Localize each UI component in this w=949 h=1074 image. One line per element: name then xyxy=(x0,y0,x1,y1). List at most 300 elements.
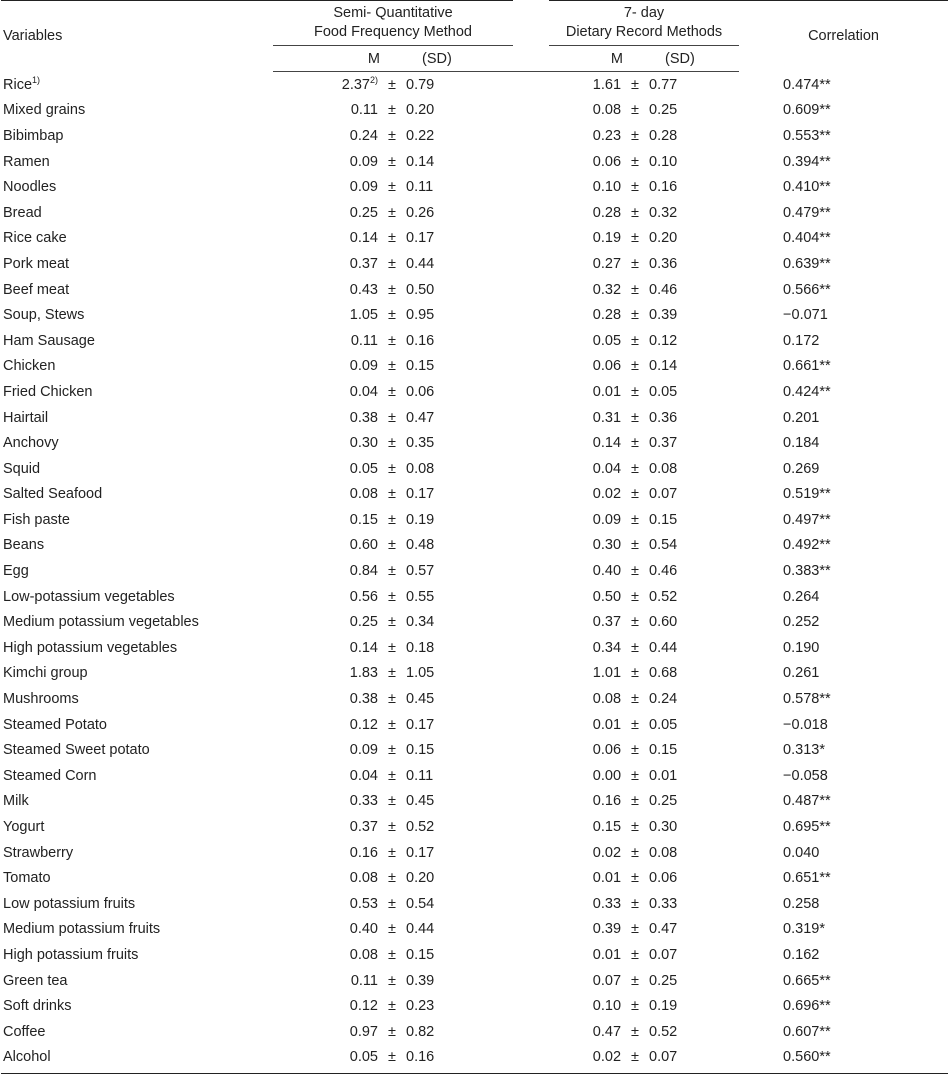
dr-plus-minus: ± xyxy=(631,588,639,605)
ffq-mean: 0.04 xyxy=(349,383,378,400)
ffq-mean: 0.08 xyxy=(349,946,378,963)
variable-name: Yogurt xyxy=(3,819,45,836)
ffq-mean: 0.38 xyxy=(349,409,378,426)
table-row xyxy=(1,302,948,328)
ffq-mean: 0.37 xyxy=(349,819,378,836)
dr-mean: 0.33 xyxy=(592,895,622,912)
dr-sd: 0.05 xyxy=(649,716,678,733)
dr-plus-minus: ± xyxy=(631,716,639,733)
variable-name: Ramen xyxy=(3,153,50,170)
dr-mean: 0.04 xyxy=(592,460,622,477)
ffq-mean: 0.11 xyxy=(350,972,378,989)
dr-mean: 0.15 xyxy=(592,819,622,836)
table-row xyxy=(1,712,948,738)
ffq-plus-minus: ± xyxy=(388,1049,396,1066)
dr-mean: 0.39 xyxy=(592,921,622,938)
ffq-sd: 0.52 xyxy=(406,819,435,836)
ffq-plus-minus: ± xyxy=(388,383,396,400)
dr-plus-minus: ± xyxy=(631,972,639,989)
correlation-value: −0.058 xyxy=(783,767,828,784)
ffq-plus-minus: ± xyxy=(388,921,396,938)
dr-mean: 0.37 xyxy=(592,614,622,631)
table-body xyxy=(1,72,948,1071)
dr-plus-minus: ± xyxy=(631,998,639,1015)
ffq-mean: 0.11 xyxy=(350,332,378,349)
dr-plus-minus: ± xyxy=(631,921,639,938)
dr-plus-minus: ± xyxy=(631,332,639,349)
variable-name: Anchovy xyxy=(3,435,59,452)
table-row xyxy=(1,891,948,917)
ffq-mean: 0.56 xyxy=(349,588,378,605)
variable-name: Steamed Corn xyxy=(3,767,97,784)
dr-mean: 0.50 xyxy=(592,588,622,605)
dr-sd-header: (SD) xyxy=(647,46,739,72)
dr-plus-minus: ± xyxy=(631,870,639,887)
table-row xyxy=(1,661,948,687)
ffq-plus-minus: ± xyxy=(388,844,396,861)
dr-plus-minus: ± xyxy=(631,767,639,784)
dr-mean: 0.34 xyxy=(592,639,622,656)
dr-mean: 0.28 xyxy=(592,204,622,221)
ffq-mean: 0.40 xyxy=(349,921,378,938)
dr-plus-minus: ± xyxy=(631,1023,639,1040)
table-row xyxy=(1,737,948,763)
ffq-mean: 0.37 xyxy=(349,255,378,272)
correlation-value: 0.410** xyxy=(783,179,831,196)
variable-name: Mixed grains xyxy=(3,102,86,119)
correlation-value: 0.519** xyxy=(783,486,831,503)
ffq-sd: 0.17 xyxy=(406,230,435,247)
ffq-plus-minus: ± xyxy=(388,76,396,93)
dr-plus-minus: ± xyxy=(631,1049,639,1066)
variable-name: Strawberry xyxy=(3,844,74,861)
correlation-value: 0.560** xyxy=(783,1049,831,1066)
correlation-value: 0.394** xyxy=(783,153,831,170)
ffq-sd: 0.17 xyxy=(406,716,435,733)
dr-mean: 0.47 xyxy=(592,1023,622,1040)
ffq-plus-minus: ± xyxy=(388,972,396,989)
ffq-plus-minus: ± xyxy=(388,255,396,272)
dr-mean: 0.10 xyxy=(592,179,622,196)
table-row xyxy=(1,174,948,200)
dr-sd: 0.12 xyxy=(649,332,678,349)
correlation-value: 0.269 xyxy=(783,460,820,477)
ffq-sd: 0.48 xyxy=(406,537,435,554)
header-row-1 xyxy=(1,1,948,46)
variable-name: Ham Sausage xyxy=(3,332,95,349)
correlation-value: 0.172 xyxy=(783,332,820,349)
dr-plus-minus: ± xyxy=(631,639,639,656)
sqffm-header-line2: Food Frequency Method xyxy=(314,24,472,40)
dr-sd: 0.52 xyxy=(649,588,678,605)
dr-sd: 0.32 xyxy=(649,204,678,221)
correlation-value: 0.264 xyxy=(783,588,820,605)
variable-name: Hairtail xyxy=(3,409,49,426)
correlation-value: 0.313* xyxy=(783,742,825,759)
ffq-mean: 0.43 xyxy=(349,281,378,298)
correlation-value: 0.479** xyxy=(783,204,831,221)
ffq-sd: 0.23 xyxy=(406,998,435,1015)
dr-plus-minus: ± xyxy=(631,563,639,580)
ffq-mean: 0.97 xyxy=(349,1023,378,1040)
dr-plus-minus: ± xyxy=(631,127,639,144)
correlation-value: 0.201 xyxy=(783,409,820,426)
variable-name: Medium potassium vegetables xyxy=(3,614,199,631)
variable-name: Mushrooms xyxy=(3,691,79,708)
table-row xyxy=(1,609,948,635)
dr-mean: 0.07 xyxy=(592,972,622,989)
ffq-sd: 0.20 xyxy=(406,870,435,887)
table-row xyxy=(1,840,948,866)
ffq-plus-minus: ± xyxy=(388,179,396,196)
ffq-sd: 0.26 xyxy=(406,204,435,221)
ffq-plus-minus: ± xyxy=(388,307,396,324)
ffq-mean: 0.12 xyxy=(349,998,378,1015)
ffq-sd: 0.57 xyxy=(406,563,435,580)
dr-sd: 0.30 xyxy=(649,819,678,836)
ffq-sd: 0.44 xyxy=(406,255,435,272)
dr-sd: 0.54 xyxy=(649,537,678,554)
ffq-plus-minus: ± xyxy=(388,435,396,452)
table-row xyxy=(1,456,948,482)
ffq-sd: 0.55 xyxy=(406,588,435,605)
dr-mean: 0.09 xyxy=(592,511,622,528)
ffq-sd: 0.14 xyxy=(406,153,435,170)
table-row xyxy=(1,865,948,891)
ffq-mean: 0.04 xyxy=(349,767,378,784)
dr-sd: 0.08 xyxy=(649,460,678,477)
correlation-value: 0.258 xyxy=(783,895,820,912)
table-row xyxy=(1,942,948,968)
correlation-value: 0.474** xyxy=(783,76,831,93)
table-row xyxy=(1,354,948,380)
dr-sd: 0.10 xyxy=(649,153,678,170)
ffq-plus-minus: ± xyxy=(388,716,396,733)
dr-sd: 0.15 xyxy=(649,511,678,528)
table-row xyxy=(1,507,948,533)
ffq-mean: 0.24 xyxy=(349,127,378,144)
variable-name: Beans xyxy=(3,537,45,554)
dietary-record-header-line2: Dietary Record Methods xyxy=(565,24,723,40)
table-bottom-rule xyxy=(1,1070,948,1074)
ffq-mean: 0.11 xyxy=(350,102,378,119)
correlation-value: 0.404** xyxy=(783,230,831,247)
table-row xyxy=(1,226,948,252)
ffq-plus-minus: ± xyxy=(388,281,396,298)
ffq-mean: 0.12 xyxy=(349,716,378,733)
sqffm-sd-header: (SD) xyxy=(404,46,531,72)
table-row xyxy=(1,379,948,405)
ffq-plus-minus: ± xyxy=(388,563,396,580)
variable-name: Pork meat xyxy=(3,255,70,272)
dr-sd: 0.36 xyxy=(649,409,678,426)
dr-mean: 0.23 xyxy=(592,127,622,144)
ffq-plus-minus: ± xyxy=(388,537,396,554)
dr-sd: 0.44 xyxy=(649,639,678,656)
footnote-marker: 1) xyxy=(32,74,41,85)
variable-name: Soup, Stews xyxy=(3,307,85,324)
dr-plus-minus: ± xyxy=(631,691,639,708)
ffq-mean: 0.05 xyxy=(349,460,378,477)
dr-sd: 0.08 xyxy=(649,844,678,861)
variable-name: Alcohol xyxy=(3,1049,51,1066)
ffq-mean: 0.15 xyxy=(349,511,378,528)
dr-mean: 0.06 xyxy=(592,153,622,170)
correlation-value: −0.018 xyxy=(783,716,828,733)
table-row xyxy=(1,763,948,789)
dr-mean: 0.01 xyxy=(592,716,622,733)
ffq-plus-minus: ± xyxy=(388,691,396,708)
dr-plus-minus: ± xyxy=(631,819,639,836)
dr-plus-minus: ± xyxy=(631,742,639,759)
ffq-plus-minus: ± xyxy=(388,588,396,605)
dr-plus-minus: ± xyxy=(631,358,639,375)
dr-plus-minus: ± xyxy=(631,409,639,426)
dr-mean: 0.19 xyxy=(592,230,622,247)
ffq-mean: 0.09 xyxy=(349,358,378,375)
ffq-plus-minus: ± xyxy=(388,102,396,119)
dr-mean: 0.01 xyxy=(592,946,622,963)
variable-name: Rice$^{1)}$ xyxy=(3,74,41,93)
dr-sd: 0.25 xyxy=(649,972,678,989)
ffq-mean: 0.16 xyxy=(349,844,378,861)
ffq-sd: 0.45 xyxy=(406,793,435,810)
ffq-plus-minus: ± xyxy=(388,870,396,887)
dr-mean: 0.01 xyxy=(592,383,622,400)
sqffm-pm-spacer xyxy=(380,46,404,72)
dr-sd: 0.07 xyxy=(649,946,678,963)
correlation-value: 0.553** xyxy=(783,127,831,144)
variable-name: Medium potassium fruits xyxy=(3,921,161,938)
dr-plus-minus: ± xyxy=(631,255,639,272)
correlation-value: 0.661** xyxy=(783,358,831,375)
variable-name: Squid xyxy=(3,460,41,477)
ffq-sd: 0.35 xyxy=(406,435,435,452)
ffq-plus-minus: ± xyxy=(388,742,396,759)
dr-mean: 0.02 xyxy=(592,486,622,503)
ffq-mean: 0.08 xyxy=(349,486,378,503)
dr-mean: 1.01 xyxy=(592,665,622,682)
dr-plus-minus: ± xyxy=(631,537,639,554)
dr-sd: 0.06 xyxy=(649,870,678,887)
variables-header: Variables xyxy=(3,27,63,44)
dr-mean: 0.31 xyxy=(592,409,622,426)
correlation-value: 0.252 xyxy=(783,614,820,631)
ffq-mean: 0.60 xyxy=(349,537,378,554)
ffq-sd: 0.50 xyxy=(406,281,435,298)
ffq-mean: 0.84 xyxy=(349,563,378,580)
ffq-plus-minus: ± xyxy=(388,358,396,375)
variable-name: Rice cake xyxy=(3,230,67,247)
correlation-value: 0.040 xyxy=(783,844,820,861)
table-row xyxy=(1,814,948,840)
dr-mean: 0.28 xyxy=(592,307,622,324)
dr-mean: 0.05 xyxy=(592,332,622,349)
dr-pm-spacer xyxy=(623,46,647,72)
dr-mean: 0.30 xyxy=(592,537,622,554)
table-row xyxy=(1,789,948,815)
dr-sd: 0.46 xyxy=(649,281,678,298)
dr-sd: 0.16 xyxy=(649,179,678,196)
ffq-sd: 0.11 xyxy=(406,179,434,196)
ffq-mean: 0.14 xyxy=(349,230,378,247)
dr-mean: 0.40 xyxy=(592,563,622,580)
correlation-value: 0.487** xyxy=(783,793,831,810)
dr-sd: 0.07 xyxy=(649,486,678,503)
ffq-sd: 0.16 xyxy=(406,1049,435,1066)
dr-plus-minus: ± xyxy=(631,895,639,912)
comparison-table xyxy=(1,0,948,1070)
dr-plus-minus: ± xyxy=(631,665,639,682)
dr-plus-minus: ± xyxy=(631,383,639,400)
ffq-mean: 0.09 xyxy=(349,153,378,170)
ffq-sd: 0.39 xyxy=(406,972,435,989)
dr-sd: 0.19 xyxy=(649,998,678,1015)
variable-name: Chicken xyxy=(3,358,56,375)
ffq-sd: 0.18 xyxy=(406,639,435,656)
ffq-mean: 2.37$^{2)}$ xyxy=(341,74,378,93)
ffq-mean: 0.33 xyxy=(349,793,378,810)
variable-name: Steamed Potato xyxy=(3,716,107,733)
ffq-sd: 0.08 xyxy=(406,460,435,477)
dr-sd: 0.60 xyxy=(649,614,678,631)
ffq-sd: 1.05 xyxy=(406,665,435,682)
dr-mean: 0.10 xyxy=(592,998,622,1015)
ffq-plus-minus: ± xyxy=(388,946,396,963)
table-row xyxy=(1,98,948,124)
ffq-sd: 0.79 xyxy=(406,76,435,93)
ffq-mean: 0.14 xyxy=(349,639,378,656)
sqffm-header xyxy=(273,1,531,46)
correlation-value: 0.609** xyxy=(783,102,831,119)
variable-name: Fish paste xyxy=(3,511,70,528)
dr-mean: 0.08 xyxy=(592,102,622,119)
correlation-value: 0.162 xyxy=(783,946,820,963)
dr-sd: 0.39 xyxy=(649,307,678,324)
ffq-plus-minus: ± xyxy=(388,614,396,631)
ffq-sd: 0.44 xyxy=(406,921,435,938)
variable-name: Tomato xyxy=(3,870,51,887)
dr-sd: 0.52 xyxy=(649,1023,678,1040)
dr-sd: 0.68 xyxy=(649,665,678,682)
table-row xyxy=(1,558,948,584)
dr-mean: 0.32 xyxy=(592,281,622,298)
dr-m-header: M xyxy=(531,46,623,72)
ffq-plus-minus: ± xyxy=(388,409,396,426)
correlation-value: 0.665** xyxy=(783,972,831,989)
variable-name: High potassium fruits xyxy=(3,946,139,963)
table-row xyxy=(1,533,948,559)
dr-sd: 0.36 xyxy=(649,255,678,272)
dietary-record-header xyxy=(531,1,739,46)
ffq-mean: 0.05 xyxy=(349,1049,378,1066)
ffq-mean: 0.38 xyxy=(349,691,378,708)
dr-sd: 0.28 xyxy=(649,127,678,144)
ffq-mean: 0.09 xyxy=(349,179,378,196)
variable-name: Kimchi group xyxy=(3,665,88,682)
variable-name: Milk xyxy=(3,793,29,810)
ffq-sd: 0.82 xyxy=(406,1023,435,1040)
variable-name: Egg xyxy=(3,563,29,580)
correlation-value: 0.319* xyxy=(783,921,825,938)
dr-plus-minus: ± xyxy=(631,76,639,93)
table-row xyxy=(1,686,948,712)
correlation-value: 0.578** xyxy=(783,691,831,708)
ffq-mean: 1.83 xyxy=(349,665,378,682)
variable-name: Bread xyxy=(3,204,42,221)
dr-plus-minus: ± xyxy=(631,793,639,810)
variable-name: Bibimbap xyxy=(3,127,64,144)
dr-plus-minus: ± xyxy=(631,844,639,861)
table-row xyxy=(1,200,948,226)
variable-name: Low-potassium vegetables xyxy=(3,588,175,605)
correlation-value: 0.261 xyxy=(783,665,820,682)
dr-sd: 0.24 xyxy=(649,691,678,708)
dr-sd: 0.15 xyxy=(649,742,678,759)
dr-plus-minus: ± xyxy=(631,435,639,452)
dr-plus-minus: ± xyxy=(631,281,639,298)
correlation-value: 0.566** xyxy=(783,281,831,298)
variable-name: Steamed Sweet potato xyxy=(3,742,150,759)
dr-mean: 0.01 xyxy=(592,870,622,887)
table-row xyxy=(1,251,948,277)
table-row xyxy=(1,277,948,303)
ffq-sd: 0.95 xyxy=(406,307,435,324)
ffq-mean: 0.08 xyxy=(349,870,378,887)
ffq-plus-minus: ± xyxy=(388,639,396,656)
dr-mean: 1.61 xyxy=(592,76,622,93)
dr-sd: 0.46 xyxy=(649,563,678,580)
variable-name: Green tea xyxy=(3,972,68,989)
correlation-value: 0.695** xyxy=(783,819,831,836)
dr-plus-minus: ± xyxy=(631,614,639,631)
dr-sd: 0.47 xyxy=(649,921,678,938)
ffq-sd: 0.16 xyxy=(406,332,435,349)
ffq-plus-minus: ± xyxy=(388,767,396,784)
dr-mean: 0.08 xyxy=(592,691,622,708)
ffq-mean: 0.53 xyxy=(349,895,378,912)
ffq-plus-minus: ± xyxy=(388,332,396,349)
dr-mean: 0.27 xyxy=(592,255,622,272)
ffq-plus-minus: ± xyxy=(388,230,396,247)
variable-name: Coffee xyxy=(3,1023,46,1040)
variable-name: Low potassium fruits xyxy=(3,895,136,912)
table-row xyxy=(1,993,948,1019)
ffq-plus-minus: ± xyxy=(388,895,396,912)
ffq-sd: 0.19 xyxy=(406,511,435,528)
ffq-sd: 0.45 xyxy=(406,691,435,708)
correlation-value: 0.492** xyxy=(783,537,831,554)
ffq-plus-minus: ± xyxy=(388,153,396,170)
dietary-record-header-line1: 7- day xyxy=(623,5,665,21)
correlation-header: Correlation xyxy=(808,27,879,44)
dr-sd: 0.25 xyxy=(649,793,678,810)
dr-plus-minus: ± xyxy=(631,179,639,196)
dr-mean: 0.02 xyxy=(592,844,622,861)
ffq-plus-minus: ± xyxy=(388,819,396,836)
dr-plus-minus: ± xyxy=(631,307,639,324)
ffq-sd: 0.11 xyxy=(406,767,434,784)
dr-mean: 0.14 xyxy=(592,435,622,452)
ffq-plus-minus: ± xyxy=(388,665,396,682)
variable-name: Noodles xyxy=(3,179,57,196)
correlation-value: −0.071 xyxy=(783,307,828,324)
correlation-value: 0.651** xyxy=(783,870,831,887)
ffq-sd: 0.17 xyxy=(406,486,435,503)
ffq-sd: 0.34 xyxy=(406,614,435,631)
ffq-sd: 0.15 xyxy=(406,358,435,375)
table-row xyxy=(1,1045,948,1071)
